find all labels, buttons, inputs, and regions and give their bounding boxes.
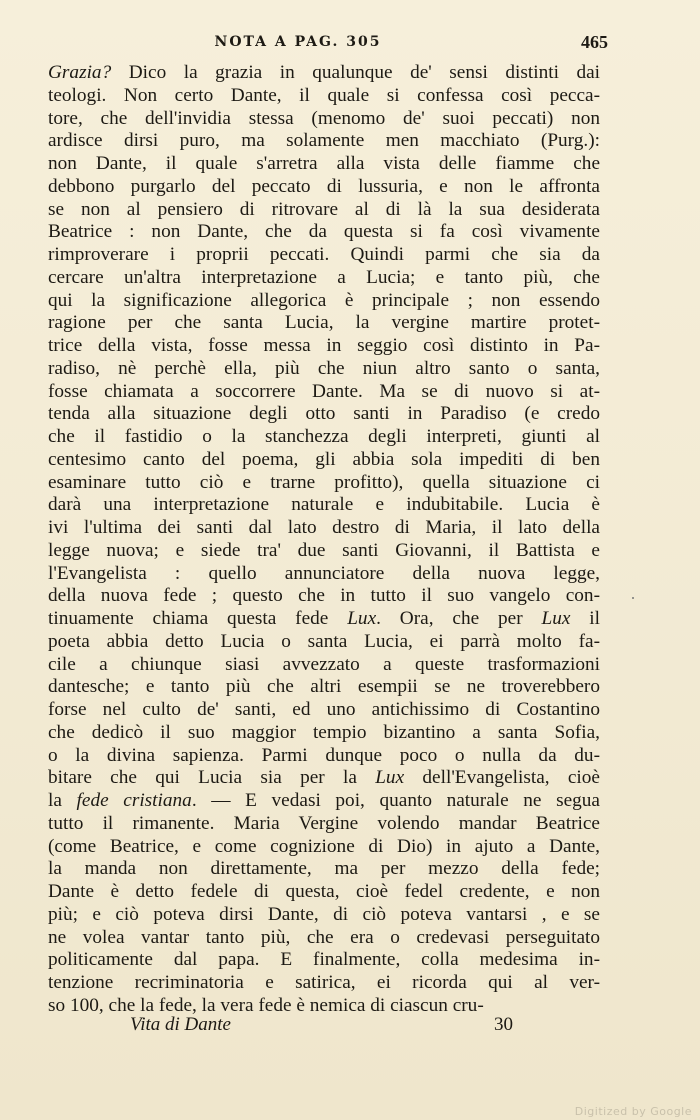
text-line: politicamente dal papa. E finalmente, colla medesima in- [48, 949, 600, 971]
text-line: debbono purgarlo del peccato di lussuria, e non le affronta [48, 175, 600, 197]
text-line: so 100, che la fede, la vera fede è nemica di ciascun cru- [48, 994, 484, 1016]
text-line: della nuova fede ; questo che in tutto il suo vangelo con- [48, 585, 600, 607]
page-header [48, 30, 608, 58]
text-line: Grazia? Dico la grazia in qualunque de' sensi distinti dai [48, 62, 600, 83]
paper-speck [632, 597, 634, 599]
italic-term: Lux [541, 608, 571, 629]
body-text [48, 62, 600, 1018]
text-line: bitare che qui Lucia sia per la Lux dell'Evangelista, cioè [48, 767, 600, 789]
page-number: 465 [581, 32, 608, 52]
text-line: tutto il rimanente. Maria Vergine volendo mandar Beatrice [48, 812, 600, 834]
text-line: l'Evangelista : quello annunciatore della nuova legge, [48, 562, 600, 584]
text-line: teologi. Non certo Dante, il quale si confessa così pecca- [48, 84, 600, 106]
text-line: tinuamente chiama questa fede Lux. Ora, che per Lux il [48, 608, 600, 629]
text-line: ivi l'ultima dei santi dal lato destro di Maria, il lato della [48, 517, 600, 538]
text-line: darà una interpretazione naturale e indubitabile. Lucia è [48, 494, 600, 516]
text-line: Beatrice : non Dante, che da questa si fa così vivamente [48, 221, 600, 243]
text-line: esaminare tutto ciò e trarne profitto), quella situazione ci [48, 471, 600, 493]
text-line: o la divina sapienza. Parmi dunque poco o nulla da du- [48, 744, 600, 766]
text-line: che il fastidio o la stanchezza degli interpreti, giunti al [48, 426, 600, 447]
signature-mark: 30 [494, 1014, 513, 1035]
text-line: cercare un'altra interpretazione a Lucia; e tanto più, che [48, 266, 600, 288]
text-line: più; e ciò poteva dirsi Dante, di ciò poteva vantarsi , e se [48, 903, 600, 925]
text-line: fosse chiamata a soccorrere Dante. Ma se di nuovo si at- [48, 380, 600, 402]
italic-term: Lux [375, 767, 405, 789]
italic-term: fede cristiana [76, 790, 192, 811]
italic-term: Grazia? [48, 62, 112, 83]
text-line: rimproverare i proprii peccati. Quindi parmi che sia da [48, 244, 600, 265]
text-line: se non al pensiero di ritrovare al di là la sua desiderata [48, 198, 600, 220]
text-line: dantesche; e tanto più che altri esempii se ne troverebbero [48, 676, 600, 698]
text-line: forse nel culto de' santi, ed uno antichissimo di Costantino [48, 699, 600, 720]
text-line: che dedicò il suo maggior tempio bizantino a santa Sofia, [48, 721, 600, 743]
text-line: la fede cristiana. — E vedasi poi, quanto naturale ne segua [48, 790, 600, 811]
text-line: tenzione recriminatoria e satirica, ei ricorda qui al ver- [48, 972, 600, 993]
running-head: NOTA A PAG. 305 [214, 34, 382, 50]
italic-term: Lux [347, 608, 377, 629]
text-line: radiso, nè perchè ella, più che niun altro santo o santa, [48, 357, 600, 379]
text-line: ne volea vantar tanto più, che era o credevasi perseguitato [48, 926, 600, 948]
text-line: trice della vista, fosse messa in seggio così distinto in Pa- [48, 335, 600, 356]
text-line: cile a chiunque siasi avvezzato a queste trasformazioni [48, 653, 600, 675]
page-footer [48, 1014, 608, 1038]
text-line: poeta abbia detto Lucia o santa Lucia, ei parrà molto fa- [48, 630, 600, 652]
text-line: centesimo canto del poema, gli abbia sola impediti di ben [48, 448, 600, 470]
text-line: Dante è detto fedele di questa, cioè fedel credente, e non [48, 881, 600, 902]
text-line: (come Beatrice, e come cognizione di Dio) in ajuto a Dante, [48, 835, 600, 857]
text-line: non Dante, il quale s'arretra alla vista delle fiamme che [48, 153, 600, 174]
text-line: ardisce dirsi puro, ma solamente men macchiato (Purg.): [48, 130, 600, 152]
text-line: la manda non direttamente, ma per mezzo della fede; [48, 858, 600, 880]
text-line: qui la significazione allegorica è principale ; non essendo [48, 289, 600, 311]
footer-book-title: Vita di Dante [130, 1014, 231, 1035]
text-line: tenda alla situazione degli otto santi in Paradiso (e credo [48, 403, 600, 425]
text-line: ragione per che santa Lucia, la vergine martire protet- [48, 312, 600, 334]
text-line: legge nuova; e siede tra' due santi Giovanni, il Battista e [48, 539, 600, 561]
text-line: tore, che dell'invidia stessa (menomo de' suoi peccati) non [48, 107, 600, 129]
digitization-watermark: Digitized by Google [574, 1105, 692, 1118]
